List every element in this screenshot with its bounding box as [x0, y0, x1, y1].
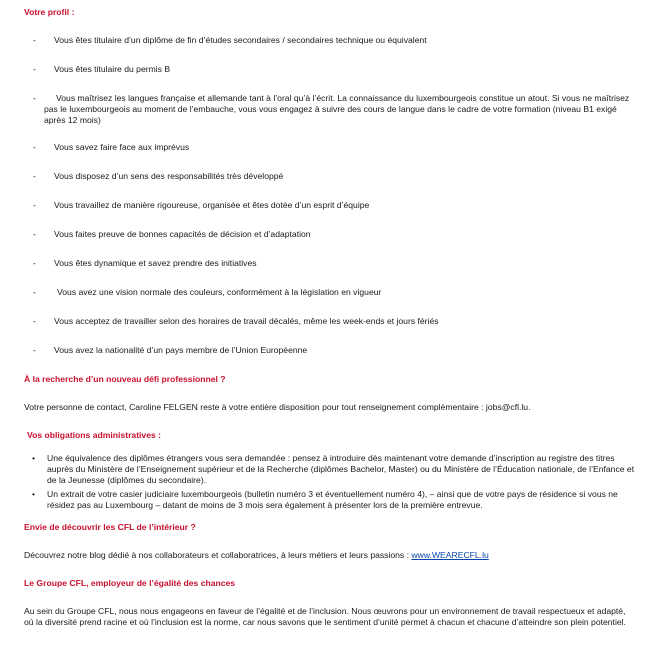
blog-link[interactable]: www.WEARECFL.lu: [411, 550, 489, 560]
blog-text: Découvrez notre blog dédié à nos collaborateurs et collaboratrices, à leurs métiers et leurs passions :: [24, 550, 412, 560]
dash-marker: -: [33, 142, 36, 152]
profile-item-text: Vous avez la nationalité d’un pays membre de l’Union Européenne: [54, 345, 308, 355]
obligations-heading: Vos obligations administratives :: [27, 430, 162, 440]
obligation-item: [24, 453, 636, 486]
obligations-list: [24, 453, 636, 514]
bullet-marker: •: [32, 453, 36, 463]
contact-paragraph: Votre personne de contact, Caroline FELGEN reste à votre entière disposition pour tout renseignement complémentaire : jobs@cfl.lu.: [24, 402, 531, 412]
dash-marker: -: [33, 229, 36, 239]
dash-marker: -: [33, 93, 36, 103]
profile-item-text: Vous êtes titulaire du permis B: [54, 64, 171, 74]
obligation-text: Une équivalence des diplômes étrangers vous sera demandée : pensez à introduire dès maintenant votre demande d’inscription au registre des titres auprès du Ministère de l’Enseignement supérieur et de la Recherche (diplômes Bachelor, Master) ou du Ministère de l’Éducation nationale, de l’Enfance et de la Jeunesse (diplômes du secondaire).: [47, 453, 635, 485]
obligation-item: [24, 489, 636, 511]
discover-heading: Envie de découvrir les CFL de l’intérieur ?: [24, 522, 196, 532]
profile-item-text: Vous acceptez de travailler selon des horaires de travail décalés, même les week-ends et jours fériés: [54, 316, 439, 326]
dash-marker: -: [33, 64, 36, 74]
profile-item-text: Vous savez faire face aux imprévus: [54, 142, 190, 152]
dash-marker: -: [33, 258, 36, 268]
profile-item-text: Vous êtes titulaire d’un diplôme de fin d’études secondaires / secondaires technique ou équivalent: [54, 35, 427, 45]
dash-marker: -: [33, 171, 36, 181]
profile-heading: Votre profil :: [24, 7, 75, 17]
blog-paragraph: [24, 550, 634, 561]
dash-marker: -: [33, 345, 36, 355]
dash-marker: -: [33, 287, 36, 297]
dash-marker: -: [33, 200, 36, 210]
profile-item-text: Vous travaillez de manière rigoureuse, organisée et êtes dotée d’un esprit d’équipe: [54, 200, 370, 210]
equality-paragraph: Au sein du Groupe CFL, nous nous engageons en faveur de l’égalité et de l’inclusion. Nous œuvrons pour un environnement de travail respectueux et adapté, où la diversité prend racine et où l’inclusion est la norme, car nous savons que le sentiment d’unité permet à chacun et chacune d’atteindre son plein potentiel.: [24, 606, 626, 627]
profile-item-text: Vous avez une vision normale des couleurs, conformément à la législation en vigueur: [57, 287, 382, 297]
challenge-heading: À la recherche d’un nouveau défi professionnel ?: [24, 374, 226, 384]
obligation-text: Un extrait de votre casier judiciaire luxembourgeois (bulletin numéro 3 et éventuellement numéro 4), – ainsi que de votre pays de résidence si vous ne résidez pas au Luxembourg – datant de moins de 3 mois sera également à présenter lors de la première entrevue.: [47, 489, 618, 510]
equality-heading: Le Groupe CFL, employeur de l’égalité des chances: [24, 578, 236, 588]
profile-item-text: Vous disposez d’un sens des responsabilités très développé: [54, 171, 284, 181]
dash-marker: -: [33, 35, 36, 45]
profile-item-text: Vous faites preuve de bonnes capacités de décision et d’adaptation: [54, 229, 311, 239]
dash-marker: -: [33, 316, 36, 326]
bullet-marker: •: [32, 489, 36, 499]
profile-item-text: Vous maîtrisez les langues française et allemande tant à l’oral qu’à l’écrit. La connaissance du luxembourgeois constitue un atout. Si vous ne maîtrisez pas le luxembourgeois au moment de l’embauche, vous vous engagez à suivre des cours de langue dans le cadre de votre formation (niveau B1 exigé après 12 mois): [44, 93, 630, 125]
profile-item-text: Vous êtes dynamique et savez prendre des initiatives: [54, 258, 257, 268]
